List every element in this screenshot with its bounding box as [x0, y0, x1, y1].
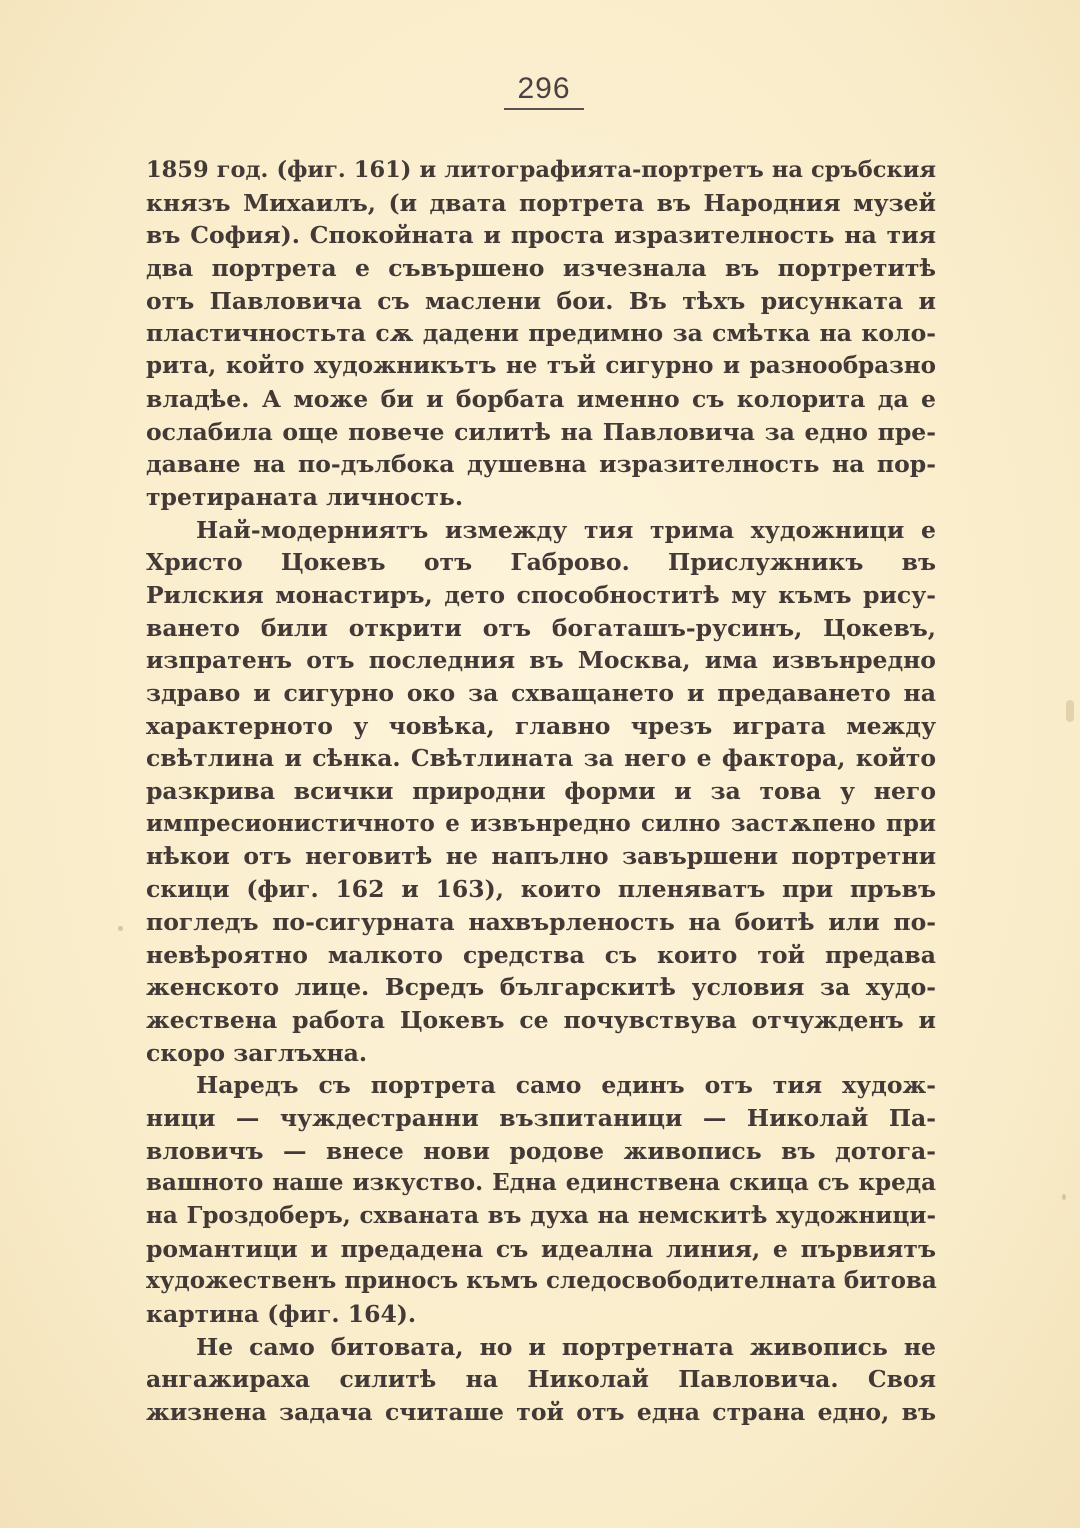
page-number: 296 [504, 72, 584, 110]
text-line: пластичностьта сѫ дадени предимно за смѣтка на коло- [146, 319, 936, 348]
text-line: невѣроятно малкото средства съ които той предава [146, 940, 936, 969]
text-line: скоро заглъхна. [146, 1038, 368, 1067]
text-line: характерното у човѣка, главно чрезъ играта между [146, 711, 936, 740]
text-line: ници — чуждестранни възпитаници — Николай Па- [146, 1103, 936, 1132]
text-line: изпратенъ отъ последния въ Москва, има извънредно [146, 646, 936, 675]
text-line: Христо Цокевъ отъ Габрово. Прислужникъ въ [146, 548, 936, 577]
text-line: разкрива всички природни форми и за това у него [146, 777, 936, 806]
text-line: 1859 год. (фиг. 161) и литографията-портретъ на сръбския [146, 157, 936, 183]
text-line: рита, който художникътъ не тъй сигурно и разнообразно [146, 352, 936, 380]
text-line: женското лице. Всредъ българскитѣ условия за худо- [146, 973, 936, 1002]
text-line: свѣтлина и сѣнка. Свѣтлината за него е фактора, който [146, 744, 936, 773]
text-line: Рилския монастиръ, дето способноститѣ му къмъ рису- [146, 580, 936, 609]
text-line: Наредъ съ портрета само единъ отъ тия худож- [196, 1071, 936, 1100]
text-line: на Гроздоберъ, схваната въ духа на немскитѣ художници- [146, 1202, 936, 1229]
text-line: даване на по-дълбока душевна изразителность на пор- [146, 450, 936, 479]
text-line: ването били открити отъ богаташъ-русинъ, Цокевъ, [146, 613, 936, 642]
text-line: скици (фиг. 162 и 163), които пленяватъ при пръвъ [146, 875, 936, 904]
body-text [146, 154, 936, 1429]
text-line: вашното наше изкуство. Една единствена скица съ креда [146, 1169, 936, 1197]
text-line: романтици и предадена съ идеална линия, е първиятъ [146, 1234, 936, 1263]
text-line: отъ Павловича съ маслени бои. Въ тѣхъ рисунката и [146, 286, 936, 315]
text-line: владѣе. А може би и борбата именно съ колорита да е [146, 384, 936, 413]
text-line: погледъ по-сигурната нахвърленость на боитѣ или по- [146, 907, 936, 936]
text-line: Не само битовата, но и портретната живопись не [196, 1332, 936, 1361]
text-line: жизнена задача считаше той отъ една страна едно, въ [146, 1398, 936, 1427]
text-line: князъ Михаилъ, (и двата портрета въ Народния музей [146, 188, 936, 217]
text-line: ослабила още повече силитѣ на Павловича за едно пре- [146, 417, 936, 446]
text-line: третираната личность. [146, 482, 464, 511]
text-line: вловичъ — внесе нови родове живопись въ дотога- [146, 1136, 936, 1165]
margin-speck [1062, 1194, 1066, 1200]
text-line: ангажираха силитѣ на Николай Павловича. Своя [146, 1365, 936, 1394]
text-line: нѣкои отъ неговитѣ не напълно завършени портретни [146, 842, 936, 871]
text-line: художественъ приносъ къмъ следосвободителната битова [146, 1267, 937, 1295]
text-line: картина (фиг. 164). [146, 1300, 417, 1329]
text-line: въ София). Спокойната и проста изразителность на тия [146, 221, 936, 250]
margin-speck [1066, 700, 1074, 722]
text-line: здраво и сигурно око за схващането и предаването на [146, 679, 936, 707]
text-line: два портрета е съвършено изчезнала въ портретитѣ [146, 254, 936, 283]
text-line: жествена работа Цокевъ се почувствува отчужденъ и [146, 1005, 936, 1034]
text-line: импресионистичното е извънредно силно застѫпено при [146, 809, 936, 837]
text-line: Най-модерниятъ измежду тия трима художници е [196, 515, 936, 544]
margin-speck [118, 926, 123, 931]
